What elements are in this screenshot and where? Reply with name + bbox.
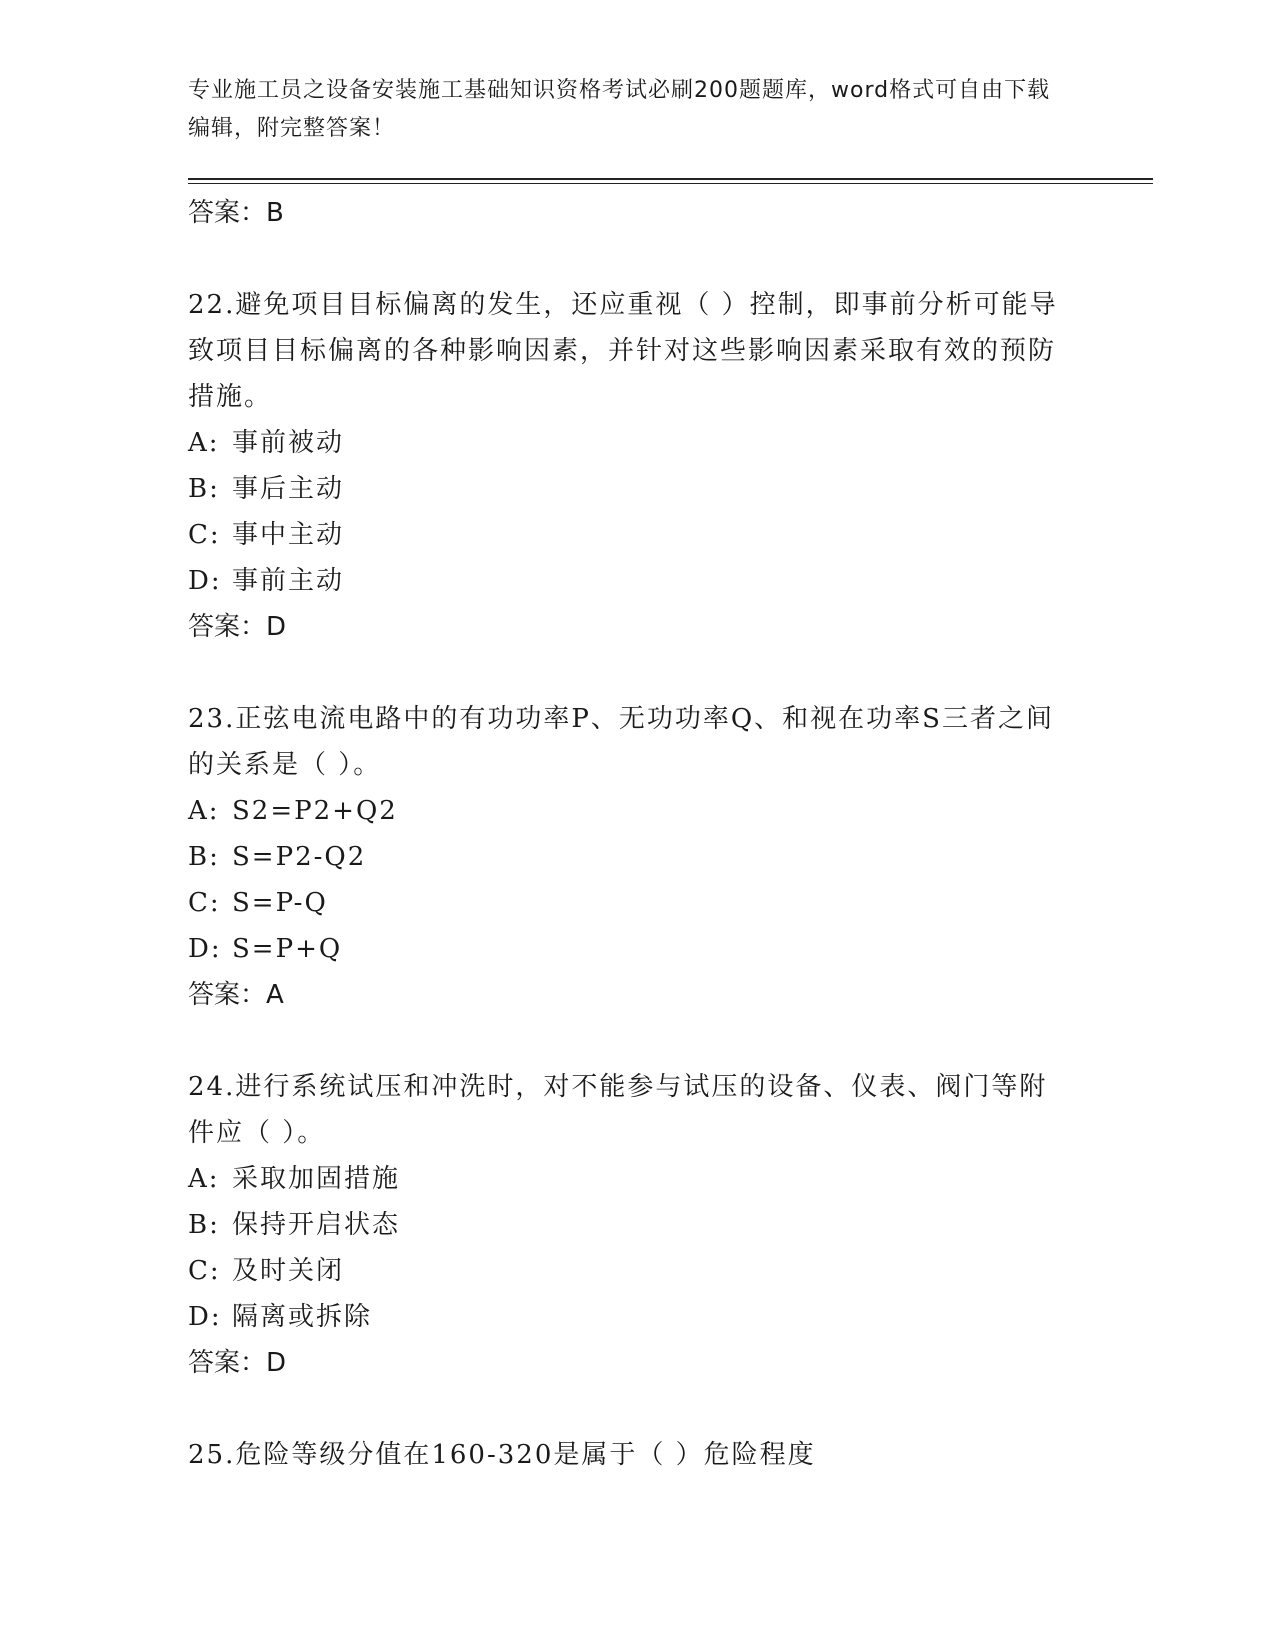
option-letter: D: [188, 566, 222, 596]
document-header: 专业施工员之设备安装施工基础知识资格考试必刷200题题库，word格式可自由下载编辑，附完整答案！ [188, 78, 1051, 141]
option-letter: B: [188, 1210, 220, 1240]
question-text: 24.进行系统试压和冲洗时，对不能参与试压的设备、仪表、阀门等附件应（ ）。 [188, 1072, 1048, 1148]
option-a [188, 1156, 1088, 1202]
option-d [188, 1294, 1088, 1340]
option-c [188, 512, 1088, 558]
question-list [188, 190, 1088, 1478]
option-text: S=P-Q [232, 888, 328, 918]
option-letter: A: [188, 796, 220, 826]
option-letter: A: [188, 1164, 220, 1194]
option-letter: B: [188, 842, 220, 872]
answer-line: 答案：A [188, 980, 284, 1010]
question-block [188, 1432, 1088, 1478]
option-b [188, 834, 1088, 880]
option-text: 事前被动 [232, 428, 345, 458]
option-d [188, 926, 1088, 972]
option-a [188, 420, 1088, 466]
option-letter: D: [188, 934, 222, 964]
option-letter: B: [188, 474, 220, 504]
question-block [188, 1064, 1088, 1386]
option-c [188, 880, 1088, 926]
question-text: 23.正弦电流电路中的有功功率P、无功功率Q、和视在功率S三者之间的关系是（ ）。 [188, 704, 1054, 780]
option-text: S=P+Q [232, 934, 343, 964]
option-c [188, 1248, 1088, 1294]
header-divider-thin [188, 183, 1153, 184]
option-text: 及时关闭 [232, 1256, 345, 1286]
option-letter: C: [188, 888, 221, 918]
question-text: 25.危险等级分值在160-320是属于（ ）危险程度 [188, 1440, 816, 1470]
option-letter: C: [188, 520, 221, 550]
option-text: 隔离或拆除 [232, 1302, 373, 1332]
option-text: 保持开启状态 [232, 1210, 401, 1240]
option-letter: A: [188, 428, 220, 458]
option-text: S2=P2+Q2 [232, 796, 398, 826]
option-b [188, 466, 1088, 512]
option-text: 事中主动 [232, 520, 345, 550]
option-text: S=P2-Q2 [232, 842, 367, 872]
option-letter: D: [188, 1302, 222, 1332]
option-d [188, 558, 1088, 604]
question-block [188, 696, 1088, 1018]
option-text: 事前主动 [232, 566, 345, 596]
answer-line: 答案：D [188, 1348, 287, 1378]
answer-line: 答案：B [188, 198, 284, 228]
option-text: 事后主动 [232, 474, 345, 504]
option-text: 采取加固措施 [232, 1164, 401, 1194]
option-a [188, 788, 1088, 834]
answer-line: 答案：D [188, 612, 287, 642]
header-divider [188, 178, 1153, 180]
option-b [188, 1202, 1088, 1248]
question-text: 22.避免项目目标偏离的发生，还应重视（ ）控制，即事前分析可能导致项目目标偏离的各种影响因素，并针对这些影响因素采取有效的预防措施。 [188, 290, 1058, 412]
question-block [188, 282, 1088, 650]
option-letter: C: [188, 1256, 221, 1286]
